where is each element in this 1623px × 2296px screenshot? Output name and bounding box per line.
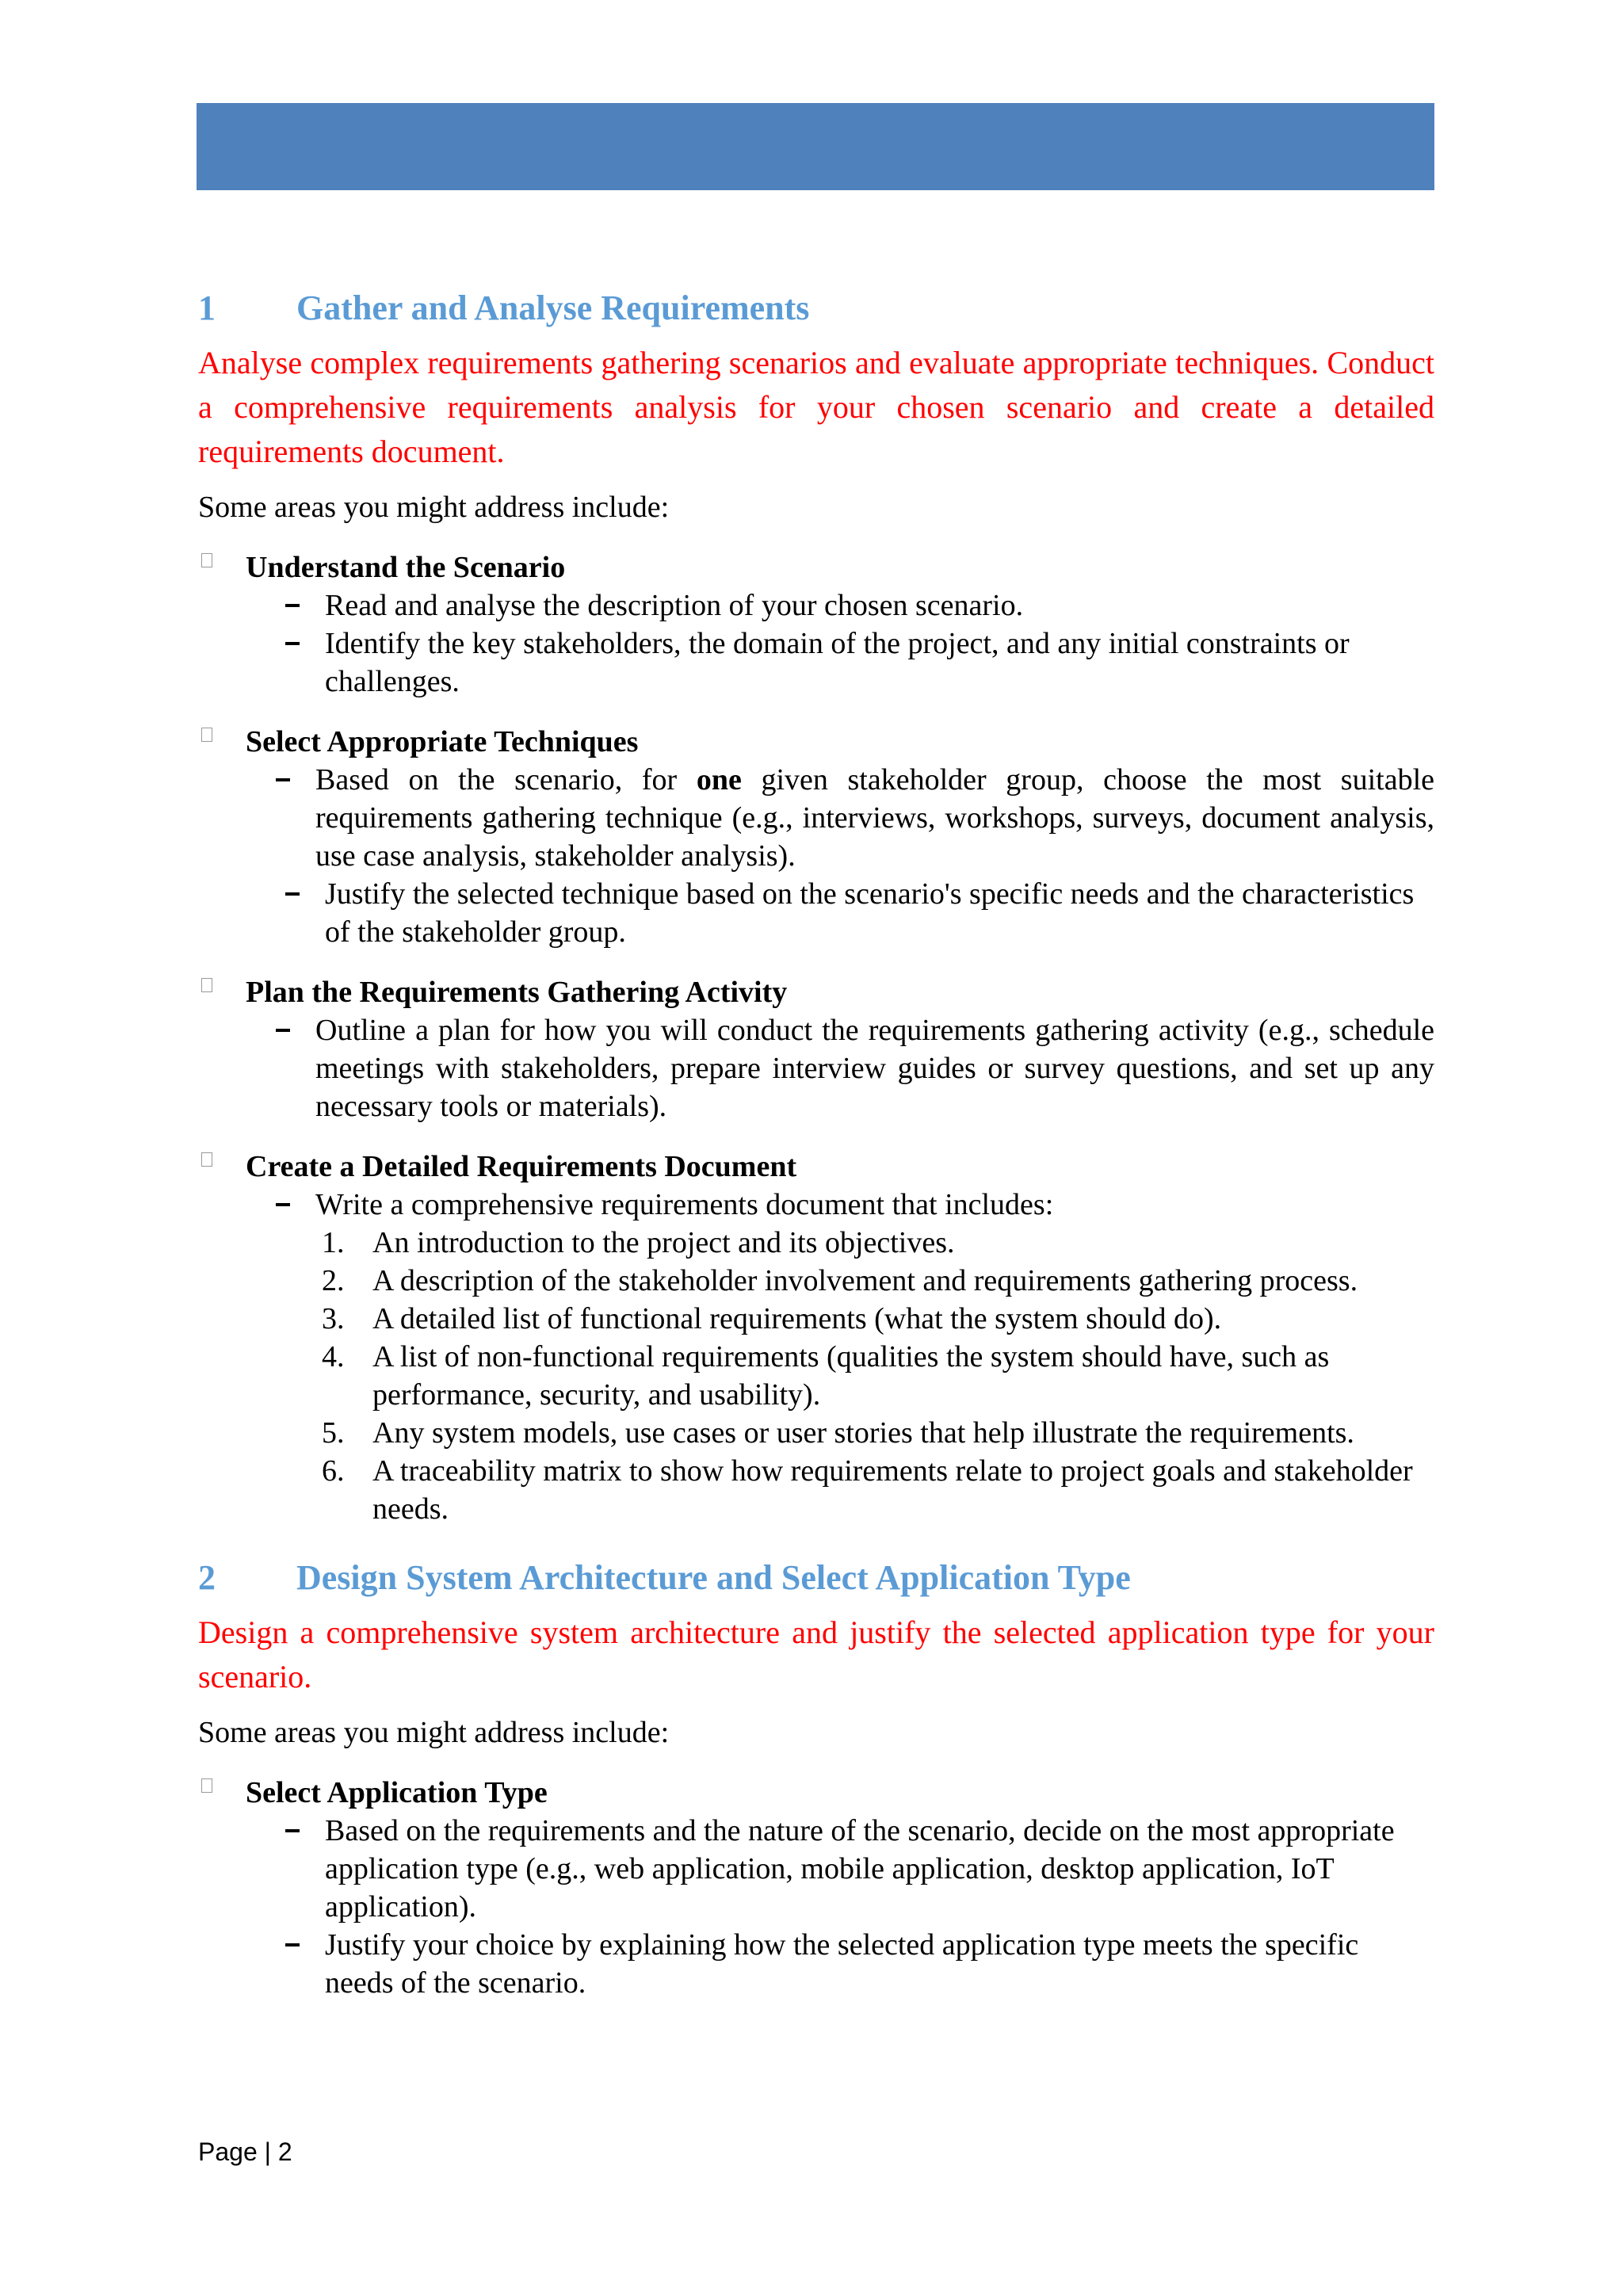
list-item: [198, 875, 1434, 951]
numbered-item: [198, 1338, 1434, 1414]
topic-select-techniques: [198, 723, 1434, 951]
list-item-text: Based on the requirements and the nature of the scenario, decide on the most appropriate application type (e.g., web application, mobile application, desktop application, IoT application).: [325, 1814, 1395, 1924]
list-item: [198, 1812, 1434, 1926]
topic-plan-activity: [198, 973, 1434, 1125]
numbered-item-text: A description of the stakeholder involvement and requirements gathering process.: [372, 1264, 1358, 1297]
numbered-item: [198, 1452, 1434, 1528]
section-lead: Some areas you might address include:: [198, 491, 670, 524]
list-item: [198, 761, 1434, 875]
list-item-text: given stakeholder group, choose the most suitable requirements gathering technique (e.g., interviews, workshops, surveys, document analysis, use case analysis, stakeholder analysis).: [315, 763, 1435, 873]
topic-requirements-document: [198, 1148, 1434, 1528]
list-item-text: Justify your choice by explaining how the selected application type meets the specific needs of the scenario.: [325, 1928, 1359, 2000]
numbered-item-text: A detailed list of functional requirements (what the system should do).: [372, 1302, 1222, 1335]
page-footer: [198, 2136, 292, 2168]
section-number: 2: [198, 1558, 216, 1597]
numbered-item-text: A list of non-functional requirements (qualities the system should have, such as performance, security, and usability).: [372, 1340, 1330, 1412]
list-item-text: Identify the key stakeholders, the domain of the project, and any initial constraints or challenges.: [325, 627, 1350, 698]
section-1: [198, 285, 1434, 1528]
section-2: [198, 1555, 1434, 2002]
numbered-item-text: An introduction to the project and its objectives.: [372, 1226, 955, 1259]
bullet-icon: [201, 728, 212, 742]
topic-select-application-type: [198, 1774, 1434, 2002]
footer-separator: |: [264, 2137, 271, 2166]
list-item: [198, 1186, 1434, 1224]
section-heading: [198, 1555, 1434, 1601]
item-number: 2.: [322, 1264, 345, 1297]
list-item: [198, 1926, 1434, 2002]
bullet-icon: [201, 1152, 212, 1167]
section-intro: Analyse complex requirements gathering scenarios and evaluate appropriate techniques. Conduct a comprehensive requirements analysis for your chosen scenario and create a detailed requirements document.: [198, 345, 1434, 469]
item-number: 5.: [322, 1416, 345, 1450]
numbered-item: [198, 1414, 1434, 1452]
section-heading: [198, 285, 1434, 331]
topic-title: Select Appropriate Techniques: [246, 725, 639, 758]
item-number: 4.: [322, 1340, 345, 1373]
list-item: [198, 1011, 1434, 1125]
item-number: 3.: [322, 1302, 345, 1335]
section-intro: Design a comprehensive system architecture and justify the selected application type for your scenario.: [198, 1614, 1434, 1694]
list-item-text: Read and analyse the description of your chosen scenario.: [325, 589, 1024, 622]
numbered-item: [198, 1300, 1434, 1338]
topic-understand-scenario: [198, 548, 1434, 701]
section-number: 1: [198, 288, 216, 327]
list-item-text: Based on the scenario, for: [315, 763, 697, 797]
numbered-item-text: Any system models, use cases or user stories that help illustrate the requirements.: [372, 1416, 1354, 1450]
list-item-text: Justify the selected technique based on the scenario's specific needs and the characteristics of the stakeholder group.: [325, 877, 1415, 949]
numbered-item: [198, 1262, 1434, 1300]
list-item-text: Outline a plan for how you will conduct the requirements gathering activity (e.g., schedule meetings with stakeholders, prepare interview guides or survey questions, and set up any necessary tools or materials).: [315, 1014, 1434, 1123]
section-lead: Some areas you might address include:: [198, 1716, 670, 1749]
header-band: [197, 103, 1434, 190]
numbered-item-text: A traceability matrix to show how requirements relate to project goals and stakeholder needs.: [372, 1454, 1413, 1526]
footer-label: Page: [198, 2137, 258, 2166]
section-title: Gather and Analyse Requirements: [296, 288, 810, 327]
page-content: [198, 285, 1434, 2002]
item-number: 1.: [322, 1226, 345, 1259]
list-item: [198, 625, 1434, 701]
bullet-icon: [201, 978, 212, 992]
bullet-icon: [201, 1778, 212, 1793]
list-item: [198, 586, 1434, 625]
topic-title: Create a Detailed Requirements Document: [246, 1150, 797, 1183]
bullet-icon: [201, 553, 212, 567]
section-title: Design System Architecture and Select Application Type: [296, 1558, 1131, 1597]
topic-title: Plan the Requirements Gathering Activity: [246, 976, 788, 1009]
list-item-text: Write a comprehensive requirements document that includes:: [315, 1188, 1054, 1221]
page-number: 2: [277, 2137, 292, 2166]
topic-title: Understand the Scenario: [246, 551, 566, 584]
item-number: 6.: [322, 1454, 345, 1488]
emphasis-text: one: [696, 763, 742, 797]
topic-title: Select Application Type: [246, 1776, 548, 1809]
numbered-item: [198, 1224, 1434, 1262]
